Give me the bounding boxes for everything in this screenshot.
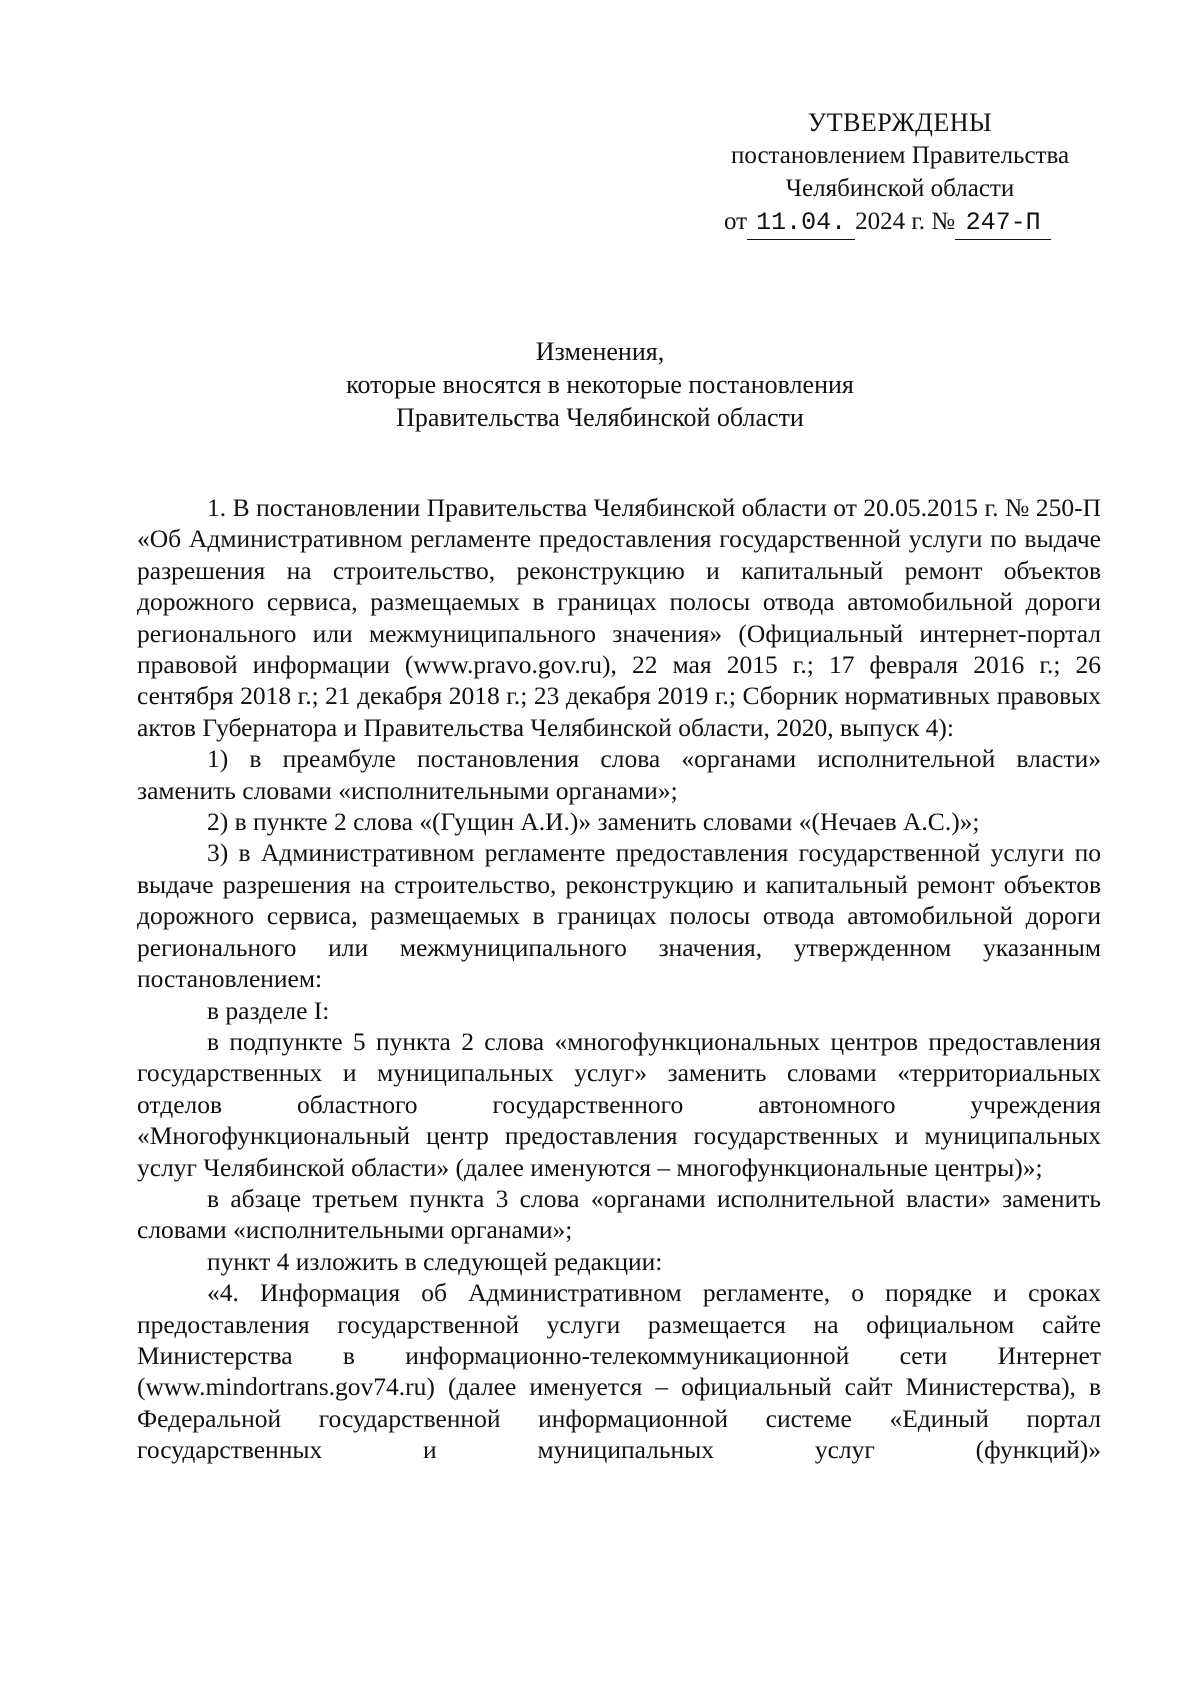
paragraph-4: 3) в Административном регламенте предоставления государственной услуги по выдаче разрешения на строительство, реконструкцию и капитальный ремонт объектов дорожного сервиса, размещаемых в границах полосы отвода автомобильной дороги регионального или межмуниципального значения, утвержденном указанным постановлением: [137,838,1101,994]
paragraph-5: в разделе I: [207,995,330,1025]
decree-number: 247-П [955,206,1051,240]
paragraph-1: 1. В постановлении Правительства Челябинской области от 20.05.2015 г. № 250-П «Об Административном регламенте предоставления государственной услуги по выдаче разрешения на строительство, реконструкцию и капитальный ремонт объектов дорожного сервиса, размещаемых в границах полосы отвода автомобильной дороги регионального или межмуниципального значения» (Официальный интернет-портал правовой информации (www.pravo.gov.ru), 22 мая 2015 г.; 17 февраля 2016 г.; 26 сентября 2018 г.; 21 декабря 2018 г.; 23 декабря 2019 г.; Сборник нормативных правовых актов Губернатора и Правительства Челябинской области, 2020, выпуск 4): [137,493,1101,742]
date-value: 11.04. [747,206,855,240]
approval-heading: УТВЕРЖДЕНЫ [807,108,993,137]
paragraph-9: «4. Информация об Административном регламенте, о порядке и сроках предоставления государственной услуги размещается на официальном сайте Министерства в информационно-телекоммуникационной сети Интернет (www.mindortrans.gov74.ru) (далее именуется – официальный сайт Министерства), в Федеральной государственной информационной системе «Единый портал государственных и муниципальных услуг (функций)» [137,1278,1101,1465]
document-body [137,492,1101,1466]
paragraph-8: пункт 4 изложить в следующей редакции: [207,1246,663,1276]
paragraph-7: в абзаце третьем пункта 3 слова «органами исполнительной власти» заменить словами «исполнительными органами»; [137,1183,1101,1245]
approval-line-2: Челябинской области [785,175,1015,202]
approval-dateline [700,205,1100,240]
title-line-2: которые вносятся в некоторые постановления [346,370,854,399]
document-title [300,335,900,434]
date-prefix: от [724,208,748,235]
paragraph-6: в подпункте 5 пункта 2 слова «многофункциональных центров предоставления государственных и муниципальных услуг» заменить словами «территориальных отделов областного государственного автономного учреждения «Многофункциональный центр предоставления государственных и муниципальных услуг Челябинской области» (далее именуются – многофункциональные центры)»; [137,1026,1101,1182]
date-suffix: 2024 г. № [855,208,956,235]
approval-line-1: постановлением Правительства [730,142,1070,169]
approval-block [700,106,1100,240]
title-line-1: Изменения, [535,337,665,366]
paragraph-2: 1) в преамбуле постановления слова «органами исполнительной власти» заменить словами «исполнительными органами»; [137,744,1101,805]
paragraph-3: 2) в пункте 2 слова «(Гущин А.И.)» заменить словами «(Нечаев А.С.)»; [207,807,980,837]
title-line-3: Правительства Челябинской области [396,403,804,432]
